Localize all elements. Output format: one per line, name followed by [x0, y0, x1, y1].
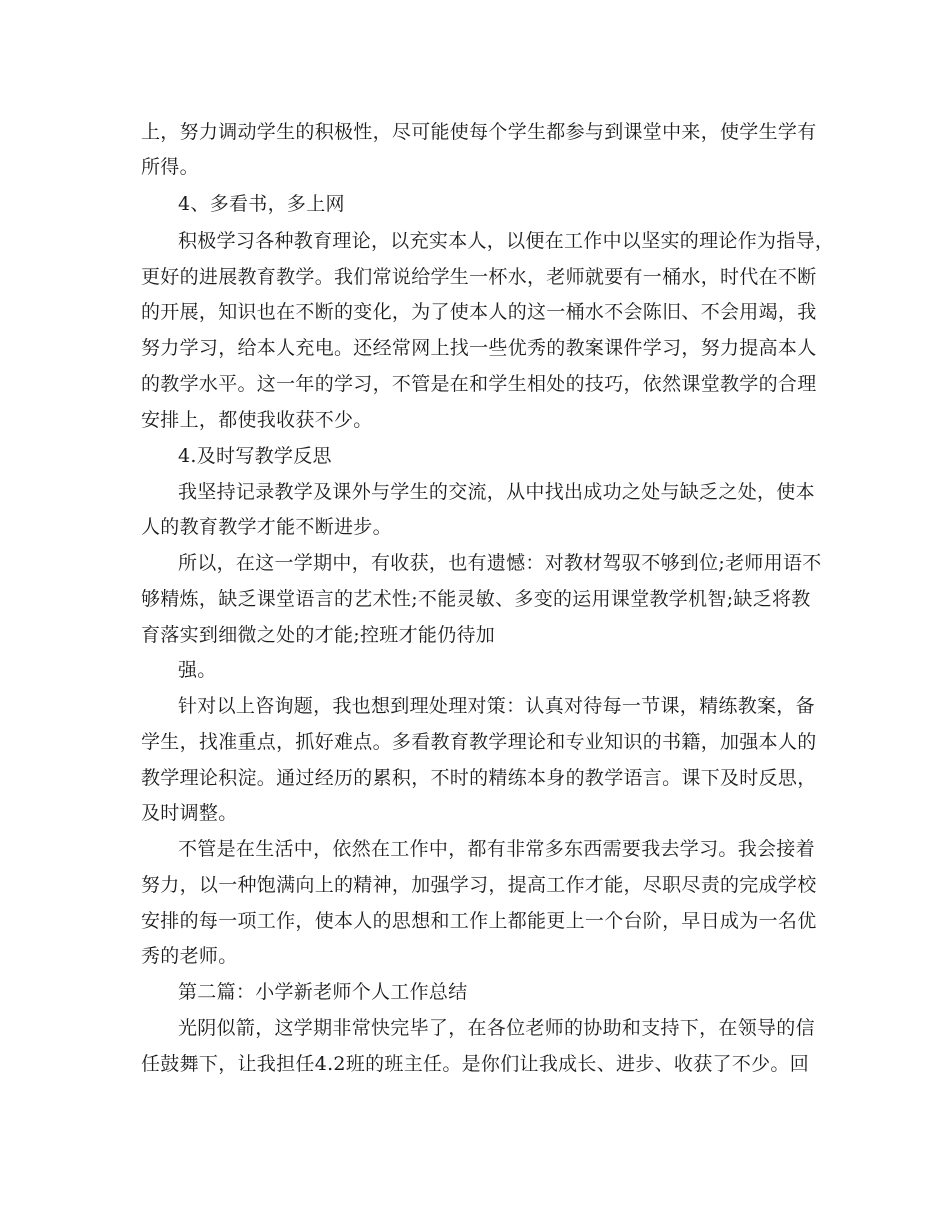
text-line: 的开展，知识也在不断的变化，为了使本人的这一桶水不会陈旧、不会用竭，我: [141, 301, 817, 323]
text-line: 上，努力调动学生的积极性，尽可能使每个学生都参与到课堂中来，使学生学有: [141, 121, 817, 143]
text-line: 努力，以一种饱满向上的精神，加强学习，提高工作才能，尽职尽责的完成学校: [141, 874, 817, 896]
text-line: 学生，找准重点，抓好难点。多看教育教学理论和专业知识的书籍，加强本人的: [141, 731, 817, 753]
text-line: 安排的每一项工作，使本人的思想和工作上都能更上一个台阶，早日成为一名优: [141, 910, 817, 932]
text-line: 我坚持记录教学及课外与学生的交流，从中找出成功之处与缺乏之处，使本: [178, 481, 815, 503]
section-heading: 第二篇：小学新老师个人工作总结: [178, 981, 468, 1003]
text-line: 及时调整。: [141, 802, 238, 824]
text-line: 育落实到细微之处的才能;控班才能仍待加: [141, 624, 496, 646]
text-line: 安排上，都使我收获不少。: [141, 409, 373, 431]
text-line: 积极学习各种教育理论，以充实本人，以便在工作中以坚实的理论作为指导，: [178, 230, 835, 252]
section-heading: 4.及时写教学反思: [178, 445, 332, 467]
text-line: 够精炼，缺乏课堂语言的艺术性;不能灵敏、多变的运用课堂教学机智;缺乏将教: [141, 588, 811, 610]
text-line: 更好的进展教育教学。我们常说给学生一杯水，老师就要有一桶水，时代在不断: [141, 266, 817, 288]
section-heading: 4、多看书，多上网: [178, 193, 345, 215]
text-line: 光阴似箭，这学期非常快完毕了，在各位老师的协助和支持下，在领导的信: [178, 1017, 815, 1039]
text-line: 努力学习，给本人充电。还经常网上找一些优秀的教案课件学习，努力提高本人: [141, 337, 817, 359]
text-line: 教学理论积淀。通过经历的累积，不时的精练本身的教学语言。课下及时反思，: [141, 767, 817, 789]
text-line: 的教学水平。这一年的学习，不管是在和学生相处的技巧，依然课堂教学的合理: [141, 373, 817, 395]
text-line: 所以，在这一学期中，有收获，也有遗憾：对教材驾驭不够到位;老师用语不: [178, 552, 822, 574]
text-line: 强。: [178, 659, 217, 681]
text-line: 所得。: [141, 156, 199, 178]
text-line: 针对以上咨询题，我也想到理处理对策：认真对待每一节课，精练教案，备: [178, 695, 815, 717]
text-line: 人的教育教学才能不断进步。: [141, 516, 392, 538]
text-line: 任鼓舞下，让我担任4.2班的班主任。是你们让我成长、进步、收获了不少。回: [141, 1053, 810, 1075]
text-line: 秀的老师。: [141, 945, 238, 967]
text-line: 不管是在生活中，依然在工作中，都有非常多东西需要我去学习。我会接着: [178, 838, 815, 860]
